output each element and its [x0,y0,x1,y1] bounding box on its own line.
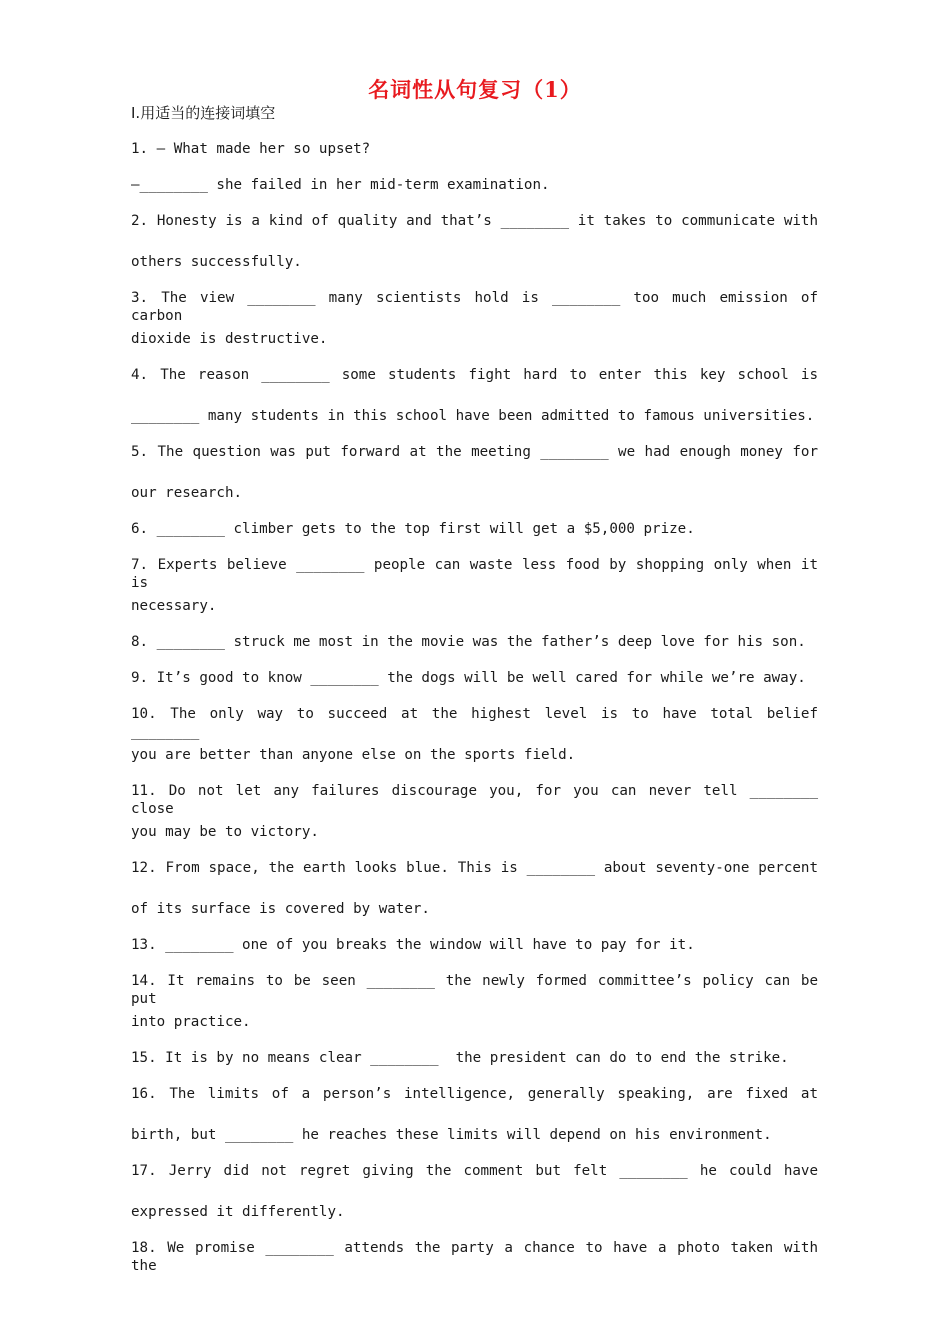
text-line: our research. [131,485,243,501]
text-line: 13. ________ one of you breaks the window will have to pay for it. [131,937,695,953]
text-line: 18. We promise ________ attends the party a chance to have a photo taken with the [131,1240,818,1274]
text-line: of its surface is covered by water. [131,901,430,917]
text-line: dioxide is destructive. [131,331,328,347]
text-line: into practice. [131,1014,251,1030]
text-line: 15. It is by no means clear ________ the president can do to end the strike. [131,1050,789,1066]
text-line: 1. — What made her so upset? [131,141,371,157]
text-line: 11. Do not let any failures discourage you, for you can never tell ________ close [131,783,818,817]
text-line: you may be to victory. [131,824,319,840]
text-line: —________ she failed in her mid-term examination. [131,177,550,193]
text-line: birth, but ________ he reaches these limits will depend on his environment. [131,1127,772,1143]
section-heading: I.用适当的连接词填空 [131,104,276,122]
text-line: 10. The only way to succeed at the highest level is to have total belief ________ [131,706,818,740]
text-line: you are better than anyone else on the sports field. [131,747,576,763]
text-line: ________ many students in this school have been admitted to famous universities. [131,408,815,424]
text-line: expressed it differently. [131,1204,345,1220]
text-line: 5. The question was put forward at the meeting ________ we had enough money for [131,444,818,460]
text-line: 12. From space, the earth looks blue. This is ________ about seventy-one percent [131,860,818,876]
text-line: 6. ________ climber gets to the top first will get a $5,000 prize. [131,521,695,537]
text-line: 14. It remains to be seen ________ the newly formed committee’s policy can be put [131,973,818,1007]
text-line: 4. The reason ________ some students fight hard to enter this key school is [131,367,818,383]
text-line: 16. The limits of a person’s intelligence, generally speaking, are fixed at [131,1086,818,1102]
text-line: 2. Honesty is a kind of quality and that’s ________ it takes to communicate with [131,213,818,229]
page-title: 名词性从句复习（1） [368,77,582,102]
text-line: 9. It’s good to know ________ the dogs will be well cared for while we’re away. [131,670,806,686]
text-line: 3. The view ________ many scientists hold is ________ too much emission of carbon [131,290,818,324]
text-line: necessary. [131,598,217,614]
text-line: others successfully. [131,254,302,270]
text-line: 8. ________ struck me most in the movie was the father’s deep love for his son. [131,634,806,650]
text-line: 17. Jerry did not regret giving the comment but felt ________ he could have [131,1163,818,1179]
text-line: 7. Experts believe ________ people can waste less food by shopping only when it is [131,557,818,591]
